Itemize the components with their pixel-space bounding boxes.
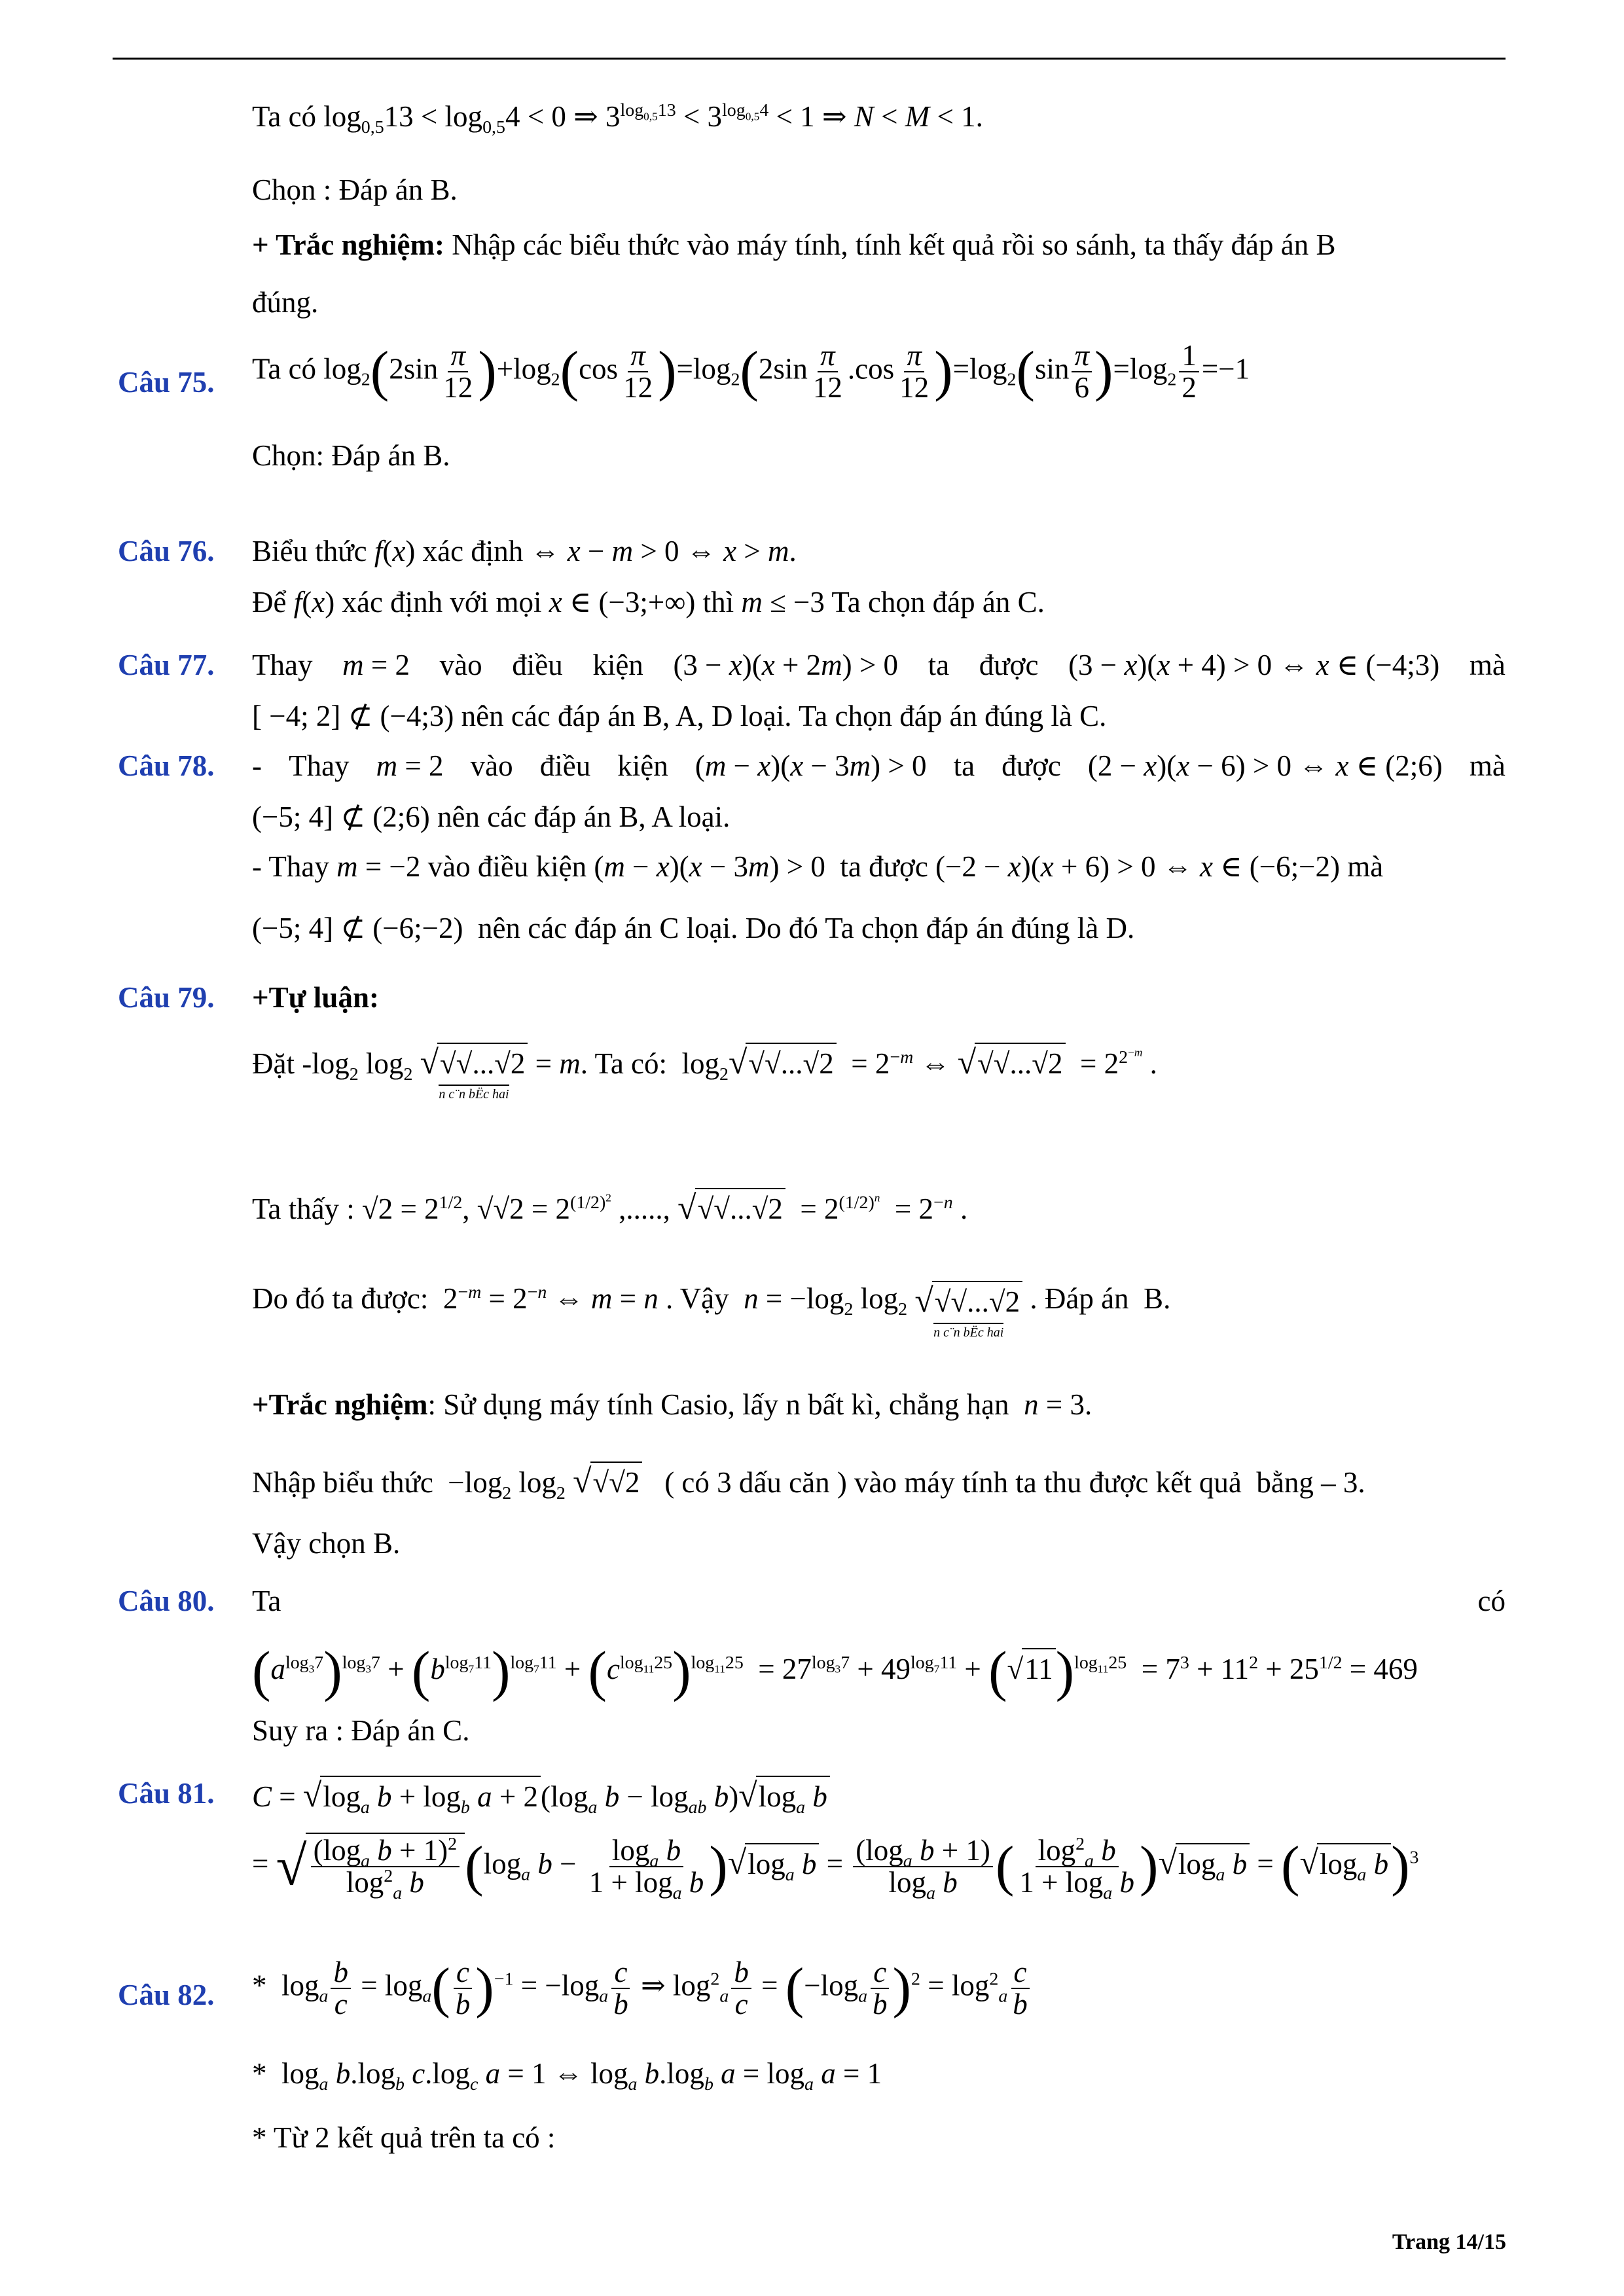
nested-root-brace-label-2: n c¨n bËc hai bbox=[933, 1323, 1003, 1340]
question-81-label: Câu 81. bbox=[118, 1777, 215, 1810]
question-78-label: Câu 78. bbox=[118, 749, 215, 782]
question-79-label: Câu 79. bbox=[118, 981, 215, 1014]
question-77-line-2: [ −4; 2] ⊄ (−4;3) nên các đáp án B, A, D loại. Ta chọn đáp án đúng là C. bbox=[252, 700, 1107, 732]
page-number: Trang 14/15 bbox=[1392, 2230, 1506, 2254]
question-79-tu-luan-heading: +Tự luận: bbox=[252, 981, 379, 1014]
question-80-label: Câu 80. bbox=[118, 1585, 215, 1617]
question-79-nhap-line: Nhập biểu thức $-\log_2$ $\log_2 √√√2$ ( có 3 dấu căn ) vào máy tính ta thu được kết quả bằng – 3. bbox=[252, 1463, 1365, 1503]
intro-line-2: Chọn : Đáp án B. bbox=[252, 173, 458, 206]
question-80-formula: $(a^{log_37})^{log_37} + (b^{log_711})^{log_711} + (c^{log_{11}25})^{log_{11}25} = 27^{log_37} + 49^{log_711} + (√11)^{log_{11}25} = 7^3 + 11^2 + 25^{1/2} = 469$ bbox=[252, 1641, 1418, 1702]
question-75-answer: Chọn: Đáp án B. bbox=[252, 439, 450, 472]
question-80-line-1 bbox=[252, 1583, 1506, 1619]
intro-line-1: Ta có $\log_{0,5}13 < \log_{0,5}4 < 0$ ⇒ $3^{log_{0,5}13} < 3^{log_{0,5}4} < 1$ ⇒ N < M < 1. bbox=[252, 100, 983, 137]
question-81-line-1: $C = √\log_a$ $b + \log_b a + 2(\log_a$ $b - \log_{ab} b)√\log_a$ b bbox=[252, 1775, 830, 1818]
header-rule bbox=[113, 58, 1506, 60]
question-82-line-3: * Từ 2 kết quả trên ta có : bbox=[252, 2121, 556, 2154]
question-82-line-1: * $\log_a$ $\frac{b}{c}$ = $\log_a$( $\frac{c}{b}$ )$^{-1} = -\log_a$ $\frac{c}{b}$ ⇒ $\log^2_a$ $\frac{b}{c}$ = ($-\log_a$ $\frac{c}{b}$ )$^2 = \log^2_a$ $\frac{c}{b}$ bbox=[252, 1957, 1033, 2020]
question-79-dat-line: Đặt $-\log_2$ $\log_2$ √√√...√2 n c¨n bËc hai = m. Ta có: $\log_2√√√...√2 = 2^{-m}$ ⇔ $√√√...√2 = 2^{2^{-m}}$ . bbox=[252, 1044, 1157, 1102]
question-80-answer: Suy ra : Đáp án C. bbox=[252, 1714, 470, 1747]
question-78-line-2: (−5; 4] ⊄ (2;6) nên các đáp án B, A loại. bbox=[252, 800, 731, 833]
intro-trac-nghiem-heading: + Trắc nghiệm: bbox=[252, 228, 444, 261]
question-78-line-1: - Thay m = 2 vào điều kiện (m − x)(x − 3m) > 0 ta được (2 − x)(x − 6) > 0 ⇔ x ∈ (2;6) mà bbox=[252, 749, 1506, 782]
question-77-label: Câu 77. bbox=[118, 649, 215, 681]
question-79-trac-nghiem-heading: +Trắc nghiệm bbox=[252, 1388, 428, 1421]
question-81-line-2: = √ $\frac{(\log_a b + 1)^2}{\log^2_a b}$ ($\log_a$ b − $\frac{\log_a b}{1 + \log_a b}$ )$√\log_a$ b = $\frac{(\log_a b + 1)}{\log_a b}$ ( $\frac{\log^2_a b}{1 + \log_a b}$ )$√\log_a$ $b = (√\log_a$ b)$^3$ bbox=[252, 1834, 1419, 1904]
question-79-trac-nghiem-line: +Trắc nghiệm: Sử dụng máy tính Casio, lấy n bất kì, chẳng hạn n = 3. bbox=[252, 1388, 1092, 1421]
intro-line-3 bbox=[252, 226, 1336, 263]
question-78-line-4: (−5; 4] ⊄ (−6;−2) nên các đáp án C loại. Do đó Ta chọn đáp án đúng là D. bbox=[252, 912, 1135, 944]
question-80-ta: Ta bbox=[252, 1585, 281, 1617]
question-77-line-1: Thay m = 2 vào điều kiện (3 − x)(x + 2m) > 0 ta được (3 − x)(x + 4) > 0 ⇔ x ∈ (−4;3) mà bbox=[252, 649, 1506, 681]
intro-line-3-text: Nhập các biểu thức vào máy tính, tính kết quả rồi so sánh, ta thấy đáp án B bbox=[452, 228, 1336, 261]
question-75-formula: Ta có $\log_2(2\sin$ $\frac{\pi}{12}$ )$+\log_2(\cos$ $\frac{\pi}{12}$ )$=\log_2(2\sin$ $\frac{\pi}{12}$ .cos $\frac{\pi}{12}$ )$=\log_2(\sin$ $\frac{\pi}{6}$ )$=\log_2$ $\frac{1}{2}$ =−1 bbox=[252, 339, 1250, 404]
question-80-co: có bbox=[1477, 1585, 1506, 1617]
intro-line-4: đúng. bbox=[252, 286, 319, 319]
question-76-label: Câu 76. bbox=[118, 535, 215, 567]
question-75-label: Câu 75. bbox=[118, 366, 215, 399]
nested-root-brace-label: n c¨n bËc hai bbox=[439, 1085, 509, 1102]
question-79-conclusion: Vậy chọn B. bbox=[252, 1527, 401, 1560]
question-82-label: Câu 82. bbox=[118, 1979, 215, 2011]
question-79-ta-thay-line: Ta thấy : $√2 = 2^{1/2}$, $√√2 = 2^{(1/2)^2}$ ,....., $√√√...√2 = 2^{(1/2)^n} = 2^{-n}$ . bbox=[252, 1189, 968, 1227]
question-82-line-2: * $\log_a b.\log_b$ $c.\log_c$ a = 1 ⇔ $\log_a b.\log_b$ $a = \log_a a = 1$ bbox=[252, 2057, 882, 2094]
question-78-line-3: - Thay m = −2 vào điều kiện (m − x)(x − 3m) > 0 ta được (−2 − x)(x + 6) > 0 ⇔ x ∈ (−6;−2) mà bbox=[252, 850, 1384, 883]
question-76-line-1: Biểu thức f(x) xác định ⇔ x − m > 0 ⇔ x > m. bbox=[252, 535, 797, 567]
question-76-line-2: Để f(x) xác định với mọi x ∈ (−3;+∞) thì m ≤ −3 Ta chọn đáp án C. bbox=[252, 586, 1045, 619]
question-79-do-do-line: Do đó ta được: $2^{-m} = 2^{-n}$ ⇔ m = n . Vậy $n = -\log_2$ $\log_2$ √√√...√2 n c¨n bËc hai . Đáp án B. bbox=[252, 1282, 1171, 1340]
